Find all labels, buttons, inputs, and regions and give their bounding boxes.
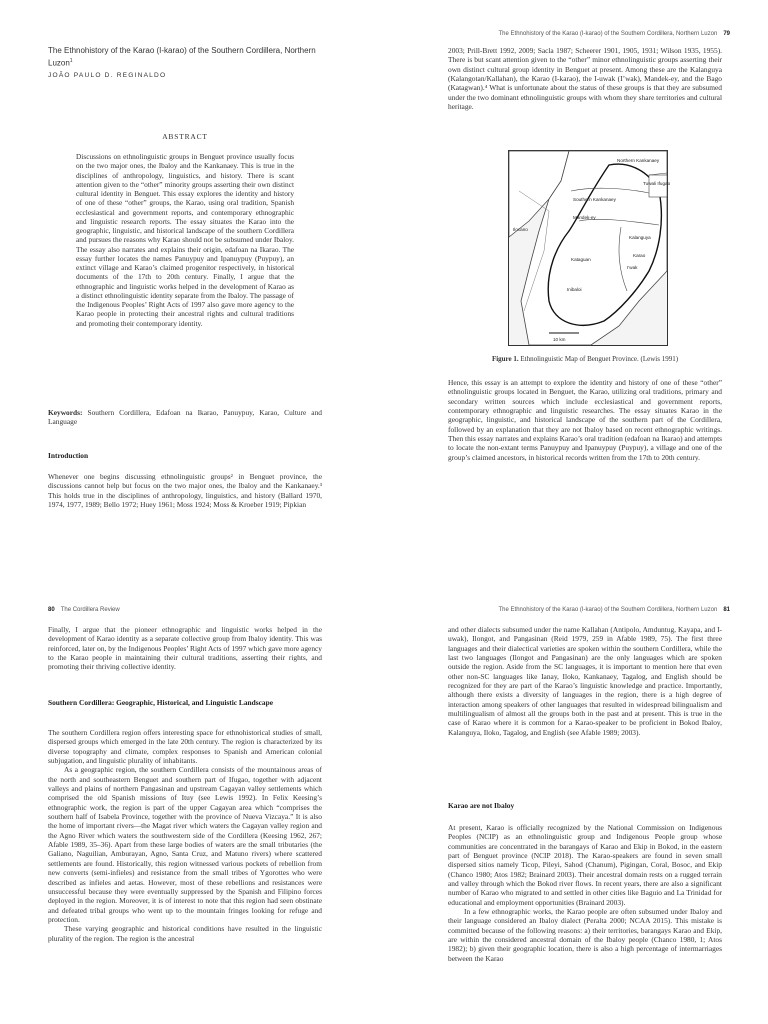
page-78 <box>0 0 384 512</box>
running-header: The Ethnohistory of the Karao (I-karao) of the Southern Cordillera, Northern Luzon 79 <box>498 31 730 37</box>
section-heading: Southern Cordillera: Geographic, Historical, and Linguistic Landscape <box>48 698 274 707</box>
body-text: The southern Cordillera region offers interesting space for ethnohistorical studies of small, dispersed groups which emerged in the late 20th century. The region is characterized by its diverse topography and climate, complex responses to Spanish and American colonial subjugation, and linguistic plurality of inhabitants. As a geographic region, the southern Cordillera consists of the mountainous areas of the north and southeastern Benguet and southern part of Ifugao, together with adjacent valleys and plains of northern Pangasinan and upstream Cagayan valley settlements which comprised the old Spanish missions of Ituy (see Lewis 1992). In Felix Keesing’s ethnographic work, the region is part of the upper Cagayan area which “comprises the southern half of Isabela Province, together with the province of Nueva Vizcaya.” It is also the home of important rivers—the Magat river which waters the Cagayan valley region and the Agno River which waters the southwestern side of the Cordillera (Keesing 1962, 267; Afable 1989, 35–36). Apart from these large bodies of waters are the small tributaries (the Galiano, Naguilian, Amburayan, Agno, Santa Cruz, and Matuno rivers) where scattered settlements are found. Historically, this region witnessed various pockets of rebellion from new converts (semi-infieles) and resistance from the small tribes of Ygorottes who were described as infieles and aetas. However, most of these rebellions and resistances were unsuccessful because they were eventually suppressed by the Spanish and Filipino forces deployed in the region. Moreover, it is of interest to note that this region had seen obstinate and defeated tribal groups who went up to the mountain fringes looking for refuge and protection. These varying geographic and historical conditions have resulted in the linguistic plurality of the region. The region is the ancestral <box>48 728 322 943</box>
article-title: The Ethnohistory of the Karao (I-karao) of the Southern Cordillera, Northern Luzon$^1$ <box>48 46 316 68</box>
page-81 <box>384 512 768 1024</box>
map-label: Tuwali Ifugao <box>643 181 671 186</box>
page-80 <box>0 512 384 1024</box>
author-name: JOÃO PAULO D. REGINALDO <box>48 72 167 79</box>
keywords: Keywords: Southern Cordillera, Edafoan na Ikarao, Panuypuy, Karao, Culture and Language <box>48 408 322 427</box>
page-79 <box>384 0 768 512</box>
running-header: 80 The Cordillera Review <box>48 607 120 613</box>
section-heading: Karao are not Ibaloy <box>448 801 515 810</box>
body-paragraph: Finally, I argue that the pioneer ethnographic and linguistic works helped in the development of Karao identity as a separate collective group from Ibaloy identity. This was reinforced, later on, by the Indigenous Peoples’ Right Acts of 1997 which gave more agency to the Karao people in maintaining their cultural traditions, asserting their rights, and promoting their thriving collective identity. <box>48 625 322 672</box>
map-label: I’wak <box>627 265 638 270</box>
intro-text: Whenever one begins discussing ethnolinguistic groups² in Benguet province, the discussions cannot help but focus on the two major ones, the Ibaloy and the Kankanaey.³ This holds true in the disciplines of anthropology, linguistics, and history (Ballard 1970, 1974, 1977, 1989; Bello 1972; Huey 1961; Moss 1924; Moss & Kroeber 1919; Pipkian <box>48 472 322 510</box>
map-label: Ilocano <box>513 227 528 232</box>
figure-caption: Figure 1. Ethnolinguistic Map of Benguet Province. (Lewis 1991) <box>491 355 679 363</box>
intro-heading: Introduction <box>48 451 89 460</box>
map-label: Karao <box>633 253 646 258</box>
map-label: Inibaloi <box>567 287 582 292</box>
body-paragraph: and other dialects subsumed under the name Kallahan (Antipolo, Amduntug, Kayapa, and I-uwak), Ilongot, and Pangasinan (Reid 1979, 259 in Afable 1989, 75). The first three languages and their dialectical varieties are spoken within the southern Cordillera, while the last two languages (Ilongot and Pangasinan) are the only languages which are spoken outside the region. Aside from the SC languages, it is important to mention here that even other non-SC languages like Ianay, Iloko, Kankanaey, Tagalog, and English should be recognized for they are part of the Karao’s linguistic knowledge and practice. Importantly, although there exists a diversity of languages in the region, there is a high degree of interaction among speakers of other languages that resulted in widespread bilingualism and multilingualism of almost all the groups both in the past and at present. This is true in the case of Karao where it is common for a Karao-speaker to be proficient in Bokod Ibaloy, Kalanguya, Iloko, Tagalog, and English (see Afable 1989; 2003). <box>448 625 722 737</box>
body-text: At present, Karao is officially recognized by the National Commission on Indigenous Peoples (NCIP) as an ethnolinguistic group and Indigenous People group whose communities are concentrated in the barangays of Karao and Ekip in Bokod, in the eastern part of Benguet province (NCIP 2018). The Karao-speakers are found in seven small dispersed sitios namely Ticop, Pileyi, Sahod (Chanum), Pigingan, Coral, Bosoc, and Ekip (Chanco 1980; Atos 1982; Brainard 2003). Their ancestral domain rests on a rugged terrain and valley through which the Bokod river flows. In recent years, there are also a significant number of Karao who migrated to and settled in other cities like Baguio and La Trinidad for educational and employment opportunities (Brainard 2003). In a few ethnographic works, the Karao people are often subsumed under Ibaloy and their language considered an Ibaloy dialect (Peralta 2000; NCAA 2015). This mistake is committed because of the following reasons: a) their territories, barangays Karao and Ekip, are within the considered ancestral domain of the Ibaloy people (Chanco 1980, 1; Atos 1982); b) given their geographic location, there is also a high percentage of intermarriages between the Karao <box>448 823 722 963</box>
body-paragraph: Hence, this essay is an attempt to explore the identity and history of one of these “other” ethnolinguistic groups located in Benguet, the Karao, utilizing oral traditions, primary and secondary written sources which include ecclesiastical and government reports, contemporary ethnographic and linguistic researches. The essay situates Karao in the geographic, linguistic, and historical landscape of the southern part of the Cordillera, followed by an explanation that they are not Ibaloy based on recent ethnographic writings. Then this essay narrates and explains Karao’s oral tradition (edafoan na Ikarao) and attempts to locate the non-extant terms Panuypuy and Ipanuypuy (Puypuy), a village and one of the group’s claimed ancestors, in historical records written from the 17th to 20th century. <box>448 378 722 462</box>
map-label: Kalanguya <box>629 235 651 240</box>
abstract-heading: ABSTRACT <box>162 132 208 141</box>
abstract-body: Discussions on ethnolinguistic groups in Benguet province usually focus on the two major ones, the Ibaloy and the Kankanaey. This is true in the disciplines of anthropology, linguistics, and history. There is scant attention given to the “other” minority groups asserting their own distinct cultural identity in Benguet. This essay explores the identity and history of one of these “other” groups, the Karao, using oral tradition, Spanish ecclesiastical and government reports, and contemporary ethnographic and linguistic research reports. The essay situates the Karao into the geographic, linguistic, and historical landscape of the southern Cordillera and pursues the reasons why Karao should not be subsumed under Ibaloy. The essay also narrates and explains their origin, edafoan na Ikarao. The essay further locates the names Panuypuy and Ipanuypuy (Puypuy), an extinct village and Karao’s claimed progenitor respectively, in historical documents of the 17th to 20th century. Finally, I argue that the ethnographic and linguistic works helped in the development of Karao as a distinct ethnolinguistic identity separate from the Ibaloy. The passage of the Indigenous Peoples’ Right Acts of 1997 also gave more agency to the Karao people in protecting their ancestral rights and cultural traditions and promoting their contemporary identity. <box>76 152 294 328</box>
map-label: Northern Kankanaey <box>617 158 660 163</box>
map-label: Kataguan <box>571 257 591 262</box>
map-label: Southern Kankanaey <box>573 197 616 202</box>
body-paragraph: 2003; Prill-Brett 1992, 2009; Sacla 1987; Scheerer 1901, 1905, 1931; Wilson 1935, 1955). There is but scant attention given to the “other” minor ethnolinguistic groups asserting their own distinct cultural group identity in Benguet at present. Among these are the Kalanguya (Kalangotan/Kallahan), the Karao (I-karao), the I-uwak (I’wak), Mandek-ey, and the Bago (Katagwan).⁴ What is unfortunate about the status of these groups is that they are subsumed under the two dominant ethnolinguistic groups with whom they share territories and cultural heritage. <box>448 46 722 112</box>
running-header: The Ethnohistory of the Karao (I-karao) of the Southern Cordillera, Northern Luzon 81 <box>498 607 730 613</box>
map-scale: 10 km <box>553 337 566 342</box>
ethnolinguistic-map <box>508 150 671 346</box>
map-label: Mandek-ey <box>573 215 596 220</box>
